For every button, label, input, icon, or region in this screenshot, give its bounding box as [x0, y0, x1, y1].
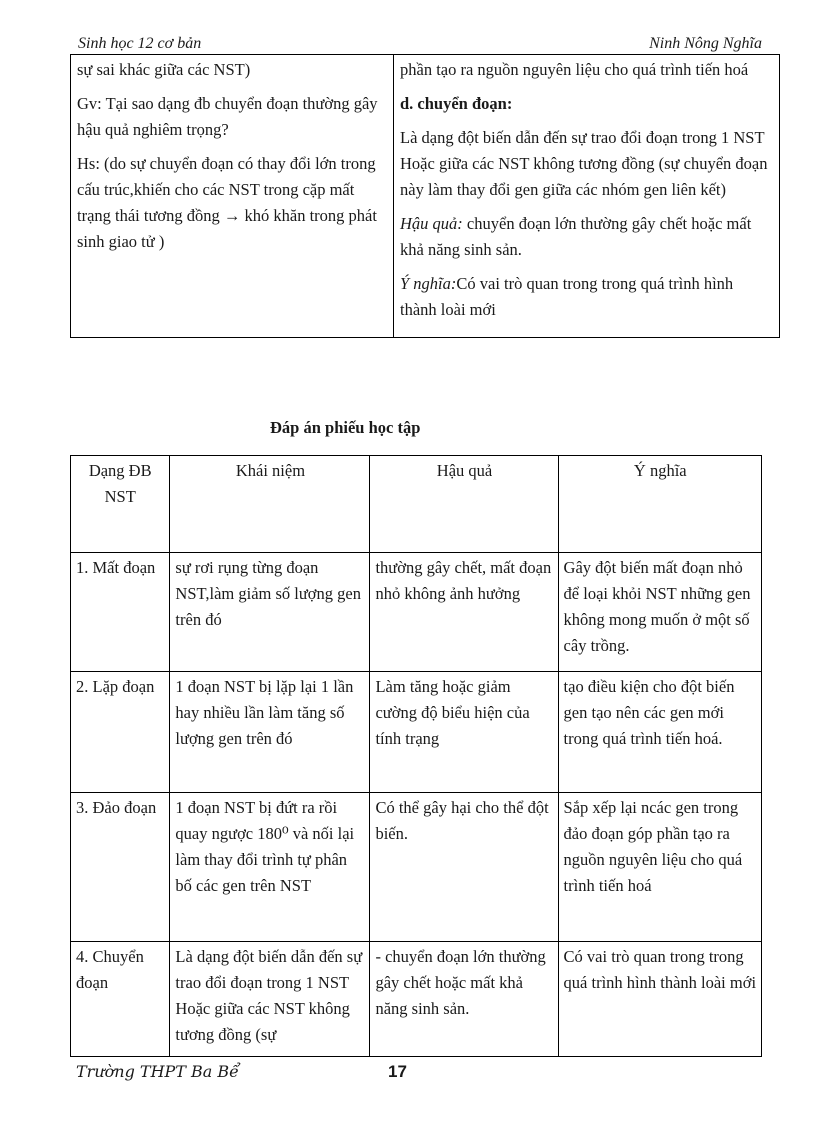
consequence-paragraph: [400, 211, 773, 263]
meaning-text: Có vai trò quan trong trong quá trình hình thành loài mới: [400, 274, 734, 319]
definition-text: Là dạng đột biến dẫn đến sự trao đổi đoạn trong 1 NST Hoặc giữa các NST không tương đồng (sự chuyển đoạn này làm thay đổi gen giữa các nhóm gen liên kết): [400, 128, 768, 199]
consequence-label: Hậu quả:: [400, 214, 463, 233]
meaning-paragraph: [400, 271, 773, 323]
lesson-row: [71, 55, 780, 338]
cell-type: 4. Chuyển đoạn: [71, 942, 170, 1057]
teacher-question: Gv: Tại sao dạng đb chuyển đoạn thường gây hậu quả nghiêm trọng?: [77, 94, 378, 139]
cell-consequence: thường gây chết, mất đoạn nhỏ không ảnh hưởng: [370, 553, 558, 672]
cell-type: 1. Mất đoạn: [71, 553, 170, 672]
section-heading: d. chuyển đoạn:: [400, 94, 513, 113]
header-concept: Khái niệm: [170, 456, 370, 553]
header-meaning: Ý nghĩa: [558, 456, 761, 553]
table-row: [71, 793, 762, 942]
answer-title: Đáp án phiếu học tập: [270, 418, 421, 437]
table-header-row: [71, 456, 762, 553]
header-consequence: Hậu quả: [370, 456, 558, 553]
answer-table: [70, 455, 762, 1057]
cell-consequence: Có thể gây hại cho thể đột biến.: [370, 793, 558, 942]
table-row: [71, 672, 762, 793]
page-header: [76, 33, 764, 55]
cell-consequence: Làm tăng hoặc giảm cường độ biểu hiện của tính trạng: [370, 672, 558, 793]
header-author: Ninh Nông Nghĩa: [649, 35, 762, 52]
header-type: Dạng ĐB NST: [71, 456, 170, 553]
content-column: [394, 55, 780, 338]
cell-meaning: tạo điều kiện cho đột biến gen tạo nên các gen mới trong quá trình tiến hoá.: [558, 672, 761, 793]
lesson-table: [70, 54, 780, 338]
table-row: [71, 553, 762, 672]
cell-type: 3. Đảo đoạn: [71, 793, 170, 942]
teacher-student-column: [71, 55, 394, 338]
consequence-text: chuyển đoạn lớn thường gây chết hoặc mất khả năng sinh sản.: [400, 214, 752, 259]
header-subject: Sinh học 12 cơ bản: [78, 35, 202, 52]
student-answer: Hs: (do sự chuyển đoạn có thay đổi lớn trong cấu trúc,khiến cho các NST trong cặp mất trạng thái tương đồng → khó khăn trong phát sinh giao tử ): [77, 154, 377, 251]
student-note: sự sai khác giữa các NST): [77, 60, 251, 79]
cell-meaning: Sắp xếp lại ncác gen trong đảo đoạn góp phần tạo ra nguồn nguyên liệu cho quá trình tiến hoá: [558, 793, 761, 942]
table-row: [71, 942, 762, 1057]
cell-consequence: - chuyển đoạn lớn thường gây chết hoặc mất khả năng sinh sản.: [370, 942, 558, 1057]
cell-concept: sự rơi rụng từng đoạn NST,làm giảm số lượng gen trên đó: [170, 553, 370, 672]
cell-concept: Là dạng đột biến dẫn đến sự trao đổi đoạn trong 1 NST Hoặc giữa các NST không tương đồng (sự: [170, 942, 370, 1057]
meaning-label: Ý nghĩa:: [400, 274, 457, 293]
cell-meaning: Có vai trò quan trong trong quá trình hình thành loài mới: [558, 942, 761, 1057]
footer-school: Trường THPT Ba Bể: [76, 1062, 240, 1081]
cell-type: 2. Lặp đoạn: [71, 672, 170, 793]
page-number: 17: [388, 1062, 407, 1081]
content-continuation: phần tạo ra nguồn nguyên liệu cho quá trình tiến hoá: [400, 60, 749, 79]
cell-concept: 1 đoạn NST bị đứt ra rồi quay ngược 180⁰ và nối lại làm thay đổi trình tự phân bố các gen trên NST: [170, 793, 370, 942]
cell-meaning: Gây đột biến mất đoạn nhỏ để loại khỏi NST những gen không mong muốn ở một số cây trồng.: [558, 553, 761, 672]
cell-concept: 1 đoạn NST bị lặp lại 1 lần hay nhiều lần làm tăng số lượng gen trên đó: [170, 672, 370, 793]
